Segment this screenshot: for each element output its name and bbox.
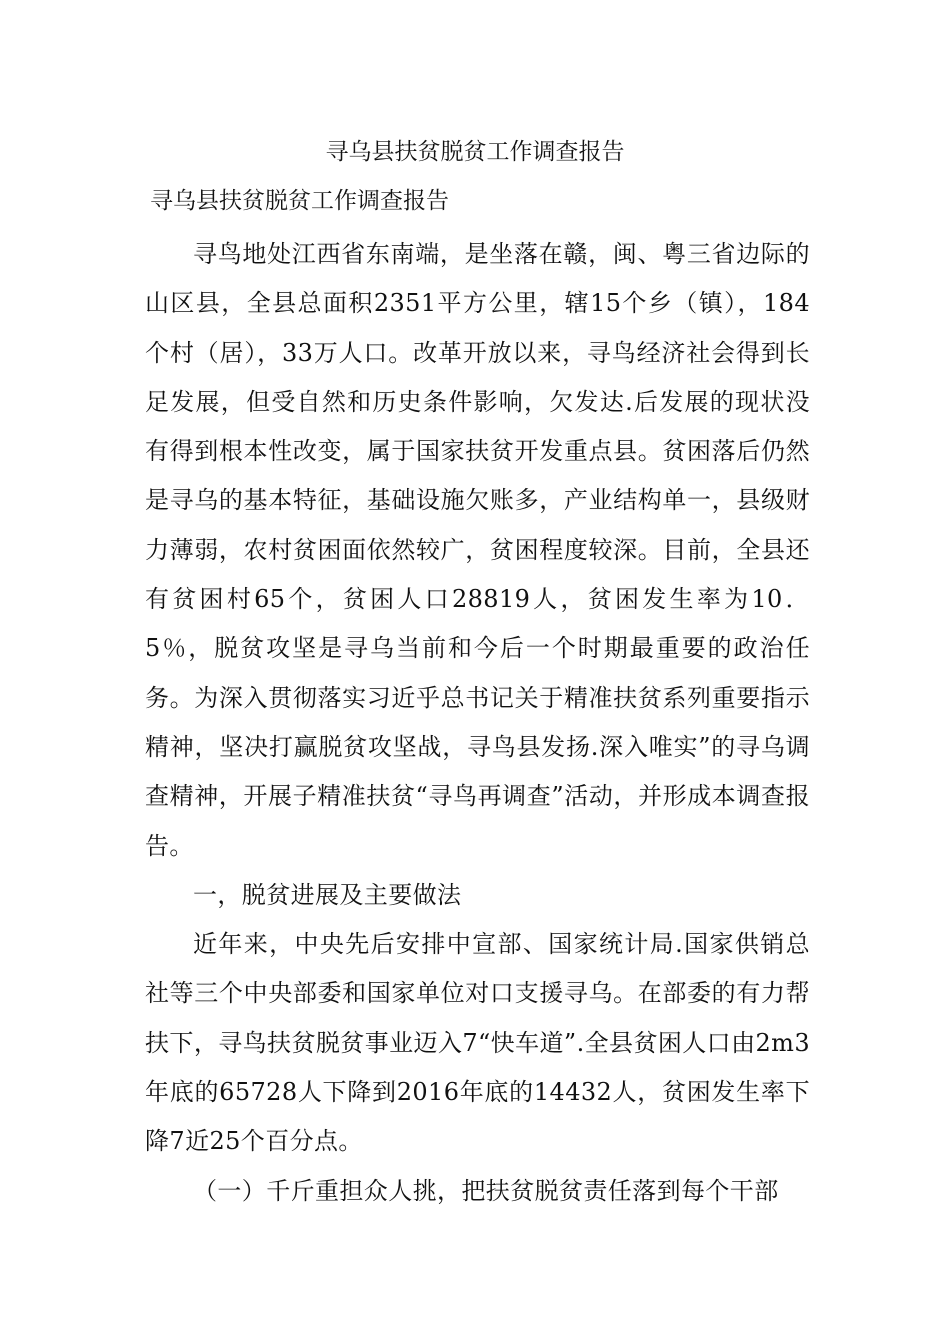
document-body	[145, 230, 810, 1216]
paragraph-intro: 寻鸟地处江西省东南端，是坐落在赣，闽、粤三省边际的山区县，全县总面积2351平方公里，辖15个乡（镇），184个村（居），33万人口。改革开放以来，寻鸟经济社会得到长足发展，但受自然和历史条件影响，欠发达.后发展的现状没有得到根本性改变，属于国家扶贫开发重点县。贫困落后仍然是寻乌的基本特征，基础设施欠账多，产业结构单一，县级财力薄弱，农村贫困面依然较广，贫困程度较深。目前，全县还有贫困村65个，贫困人口28819人，贫困发生率为10．5％，脱贫攻坚是寻乌当前和今后一个时期最重要的政治任务。为深入贯彻落实习近乎总书记关于精准扶贫系列重要指示精神，坚决打赢脱贫攻坚战，寻鸟县发扬.深入唯实”的寻乌调查精神，开展子精准扶贫“寻鸟再调查”活动，并形成本调查报告。	[145, 240, 810, 860]
paragraph-progress: 近年来，中央先后安排中宣部、国家统计局.国家供销总社等三个中央部委和国家单位对口支援寻乌。在部委的有力帮扶下，寻鸟扶贫脱贫事业迈入7“快车道”.全县贫困人口由2m3年底的65728人下降到2016年底的14432人，贫困发生率下降7近25个百分点。	[145, 930, 810, 1156]
section-heading: 一，脱贫进展及主要做法	[193, 880, 462, 909]
subsection-heading: （一）千斤重担众人挑，把扶贫脱贫责任落到每个干部	[193, 1176, 779, 1205]
document-title: 寻乌县扶贫脱贫工作调查报告	[325, 139, 625, 165]
document-subtitle: 寻乌县扶贫脱贫工作调查报告	[150, 188, 449, 214]
